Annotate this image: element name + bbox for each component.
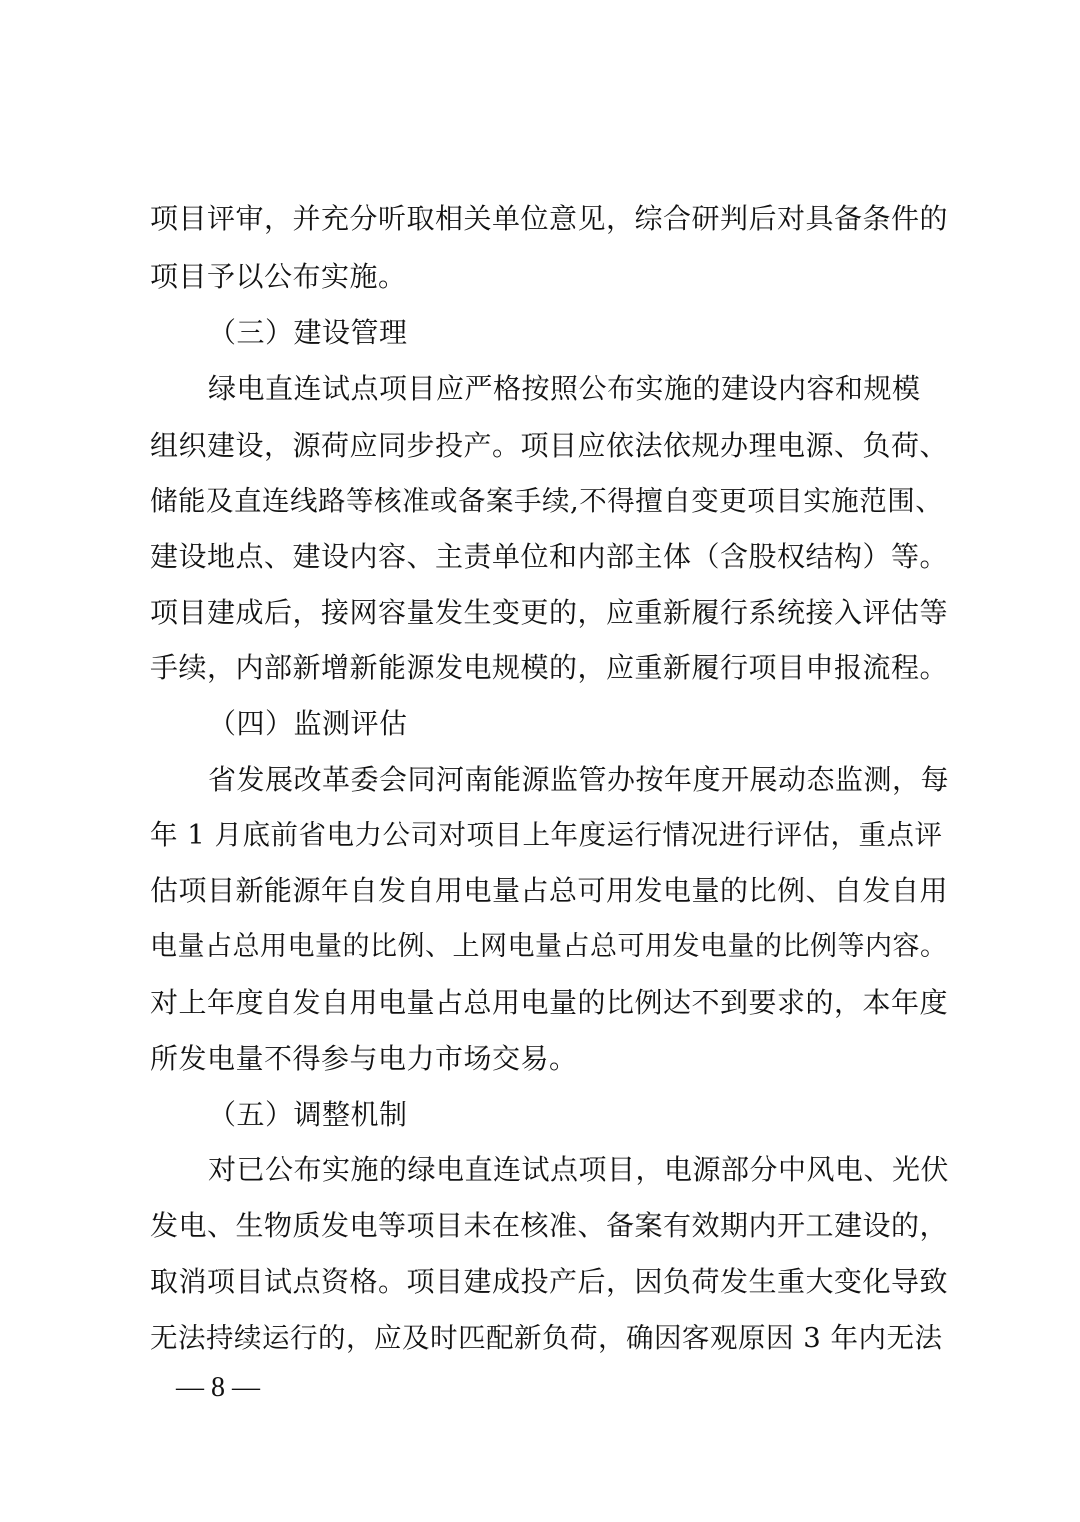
body-text-line: 项目建成后，接网容量发生变更的，应重新履行系统接入评估等	[150, 596, 949, 629]
paragraph-first-line: 省发展改革委会同河南能源监管办按年度开展动态监测，每	[208, 763, 950, 796]
paragraph-first-line: 对已公布实施的绿电直连试点项目，电源部分中风电、光伏	[208, 1153, 950, 1186]
section-heading: （三）建设管理	[208, 316, 408, 349]
body-text-line: 建设地点、建设内容、主责单位和内部主体（含股权结构）等。	[150, 540, 949, 573]
body-text-line: 年 1 月底前省电力公司对项目上年度运行情况进行评估，重点评	[150, 819, 943, 851]
body-text-line: 估项目新能源年自发自用电量占总可用发电量的比例、自发自用	[150, 874, 949, 907]
body-text-line: 项目评审，并充分听取相关单位意见，综合研判后对具备条件的	[150, 202, 949, 235]
section-heading: （五）调整机制	[208, 1098, 408, 1131]
paragraph-first-line: 绿电直连试点项目应严格按照公布实施的建设内容和规模	[208, 372, 921, 405]
body-text-line: 发电、生物质发电等项目未在核准、备案有效期内开工建设的，	[150, 1209, 949, 1242]
section-heading: （四）监测评估	[208, 707, 408, 740]
body-text-line: 组织建设，源荷应同步投产。项目应依法依规办理电源、负荷、	[150, 429, 949, 462]
body-text-line: 手续，内部新增新能源发电规模的，应重新履行项目申报流程。	[150, 651, 949, 684]
body-text-line: 所发电量不得参与电力市场交易。	[150, 1042, 578, 1075]
body-text-line: 无法持续运行的，应及时匹配新负荷，确因客观原因 3 年内无法	[150, 1322, 943, 1354]
page-number: — 8 —	[176, 1372, 260, 1403]
body-text-line: 储能及直连线路等核准或备案手续,不得擅自变更项目实施范围、	[150, 485, 944, 517]
body-text-line: 取消项目试点资格。项目建成投产后，因负荷发生重大变化导致	[150, 1265, 949, 1298]
body-text-line: 电量占总用电量的比例、上网电量占总可用发电量的比例等内容。	[150, 931, 948, 962]
body-text-line: 对上年度自发自用电量占总用电量的比例达不到要求的，本年度	[150, 986, 949, 1019]
body-text-line: 项目予以公布实施。	[150, 260, 407, 293]
